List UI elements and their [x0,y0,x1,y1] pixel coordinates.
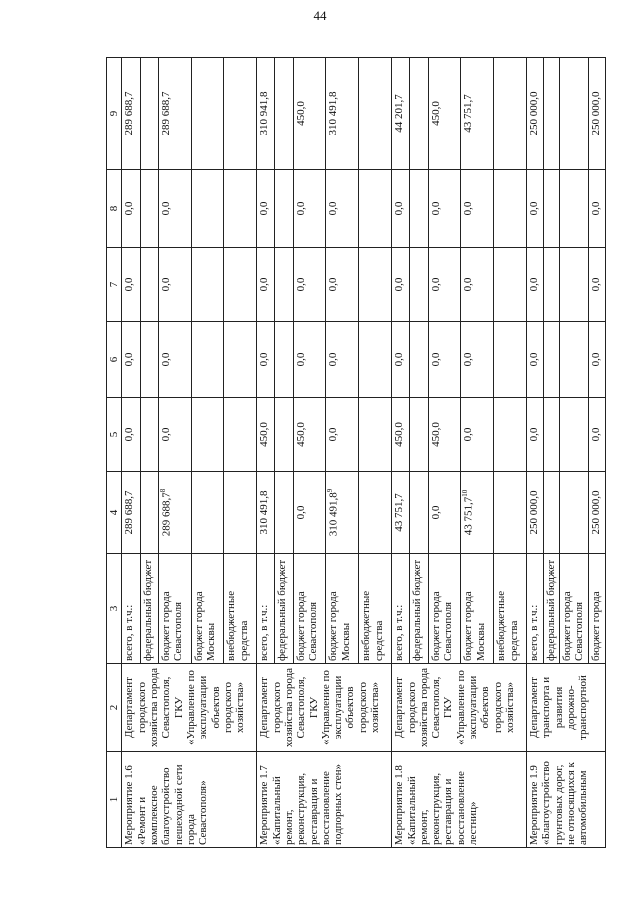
amount-c4 [428,472,461,554]
amount-value: 0,0 [123,427,136,442]
amount-c4 [326,472,359,554]
footnote-mark: 9 [326,488,335,493]
measure-name: Мероприятие 1.6 «Ремонт и комплексное благоустройство пешеходной сети города Севастополя» [122,752,257,848]
amount-value: 450,0 [429,101,442,126]
amount-value: 0,0 [429,505,442,520]
column-number-3: 3 [107,554,122,664]
amount-c5 [224,398,257,472]
amount-c8 [326,170,359,248]
amount-c7 [589,248,606,322]
amount-c5 [275,398,293,472]
amount-c8 [589,170,606,248]
amount-c7 [543,248,559,322]
amount-c9 [224,58,257,170]
amount-c7 [494,248,527,322]
amount-value: 0,0 [327,201,340,216]
rotated-table-container [106,58,606,848]
amount-c8 [559,170,589,248]
footnote-mark: 10 [461,489,470,497]
amount-c4 [589,472,606,554]
amount-c5 [359,398,392,472]
amount-value: 0,0 [393,352,406,367]
measure-name: Мероприятие 1.8 «Капитальный ремонт, реконструкция, реставрация и восстановление лестниц» [392,752,527,848]
amount-value: 0,0 [258,352,271,367]
column-number-6: 6 [107,322,122,398]
amount-c9 [158,58,191,170]
amount-value: 450,0 [258,422,271,447]
funding-source: всего, в т.ч.: [527,554,543,664]
amount-value: 0,0 [159,427,172,442]
amount-c6 [224,322,257,398]
amount-c8 [275,170,293,248]
amount-c8 [293,170,326,248]
amount-c9 [494,58,527,170]
amount-c7 [326,248,359,322]
amount-value: 0,0 [159,277,172,292]
amount-c8 [359,170,392,248]
amount-c9 [326,58,359,170]
amount-value: 43 751,7 [393,493,406,532]
amount-c6 [589,322,606,398]
table-row [527,58,543,848]
amount-c8 [158,170,191,248]
executor-name: Департамент городского хозяйства города Севастополя, ГКУ «Управление по эксплуатации объектов городского хозяйства» [392,664,527,752]
amount-value: 0,0 [393,277,406,292]
amount-c5 [293,398,326,472]
amount-c4 [392,472,410,554]
funding-source: бюджет города Севастополя [559,554,589,664]
amount-c5 [410,398,428,472]
amount-c4 [359,472,392,554]
measure-name: Мероприятие 1.9 «Благоустройство грунтовых дорог, не относящихся к автомобильным [527,752,606,848]
amount-value: 310 941,8 [258,91,271,136]
amount-value: 0,0 [327,427,340,442]
amount-c6 [543,322,559,398]
amount-c9 [392,58,410,170]
table-row [122,58,140,848]
amount-c7 [293,248,326,322]
amount-c7 [359,248,392,322]
amount-value: 450,0 [294,422,307,447]
amount-value: 0,0 [258,277,271,292]
funding-source: бюджет города Москвы [191,554,224,664]
amount-c6 [326,322,359,398]
amount-c9 [543,58,559,170]
funding-source: бюджет города Москвы [461,554,494,664]
amount-value: 0,0 [327,352,340,367]
amount-c7 [122,248,140,322]
amount-value: 0,0 [528,427,541,442]
amount-c6 [275,322,293,398]
amount-c8 [527,170,543,248]
amount-c9 [359,58,392,170]
amount-c7 [527,248,543,322]
funding-source: всего, в т.ч.: [392,554,410,664]
amount-value: 0,0 [123,352,136,367]
funding-source: всего, в т.ч.: [122,554,140,664]
amount-value: 0,0 [123,277,136,292]
amount-c7 [428,248,461,322]
amount-c6 [410,322,428,398]
amount-c8 [122,170,140,248]
amount-c5 [589,398,606,472]
funding-source: федеральный бюджет [543,554,559,664]
amount-value: 0,0 [528,352,541,367]
amount-value: 0,0 [327,277,340,292]
amount-c4 [158,472,191,554]
amount-c8 [543,170,559,248]
footnote-mark: 8 [158,488,167,493]
funding-source: бюджет города Севастополя [428,554,461,664]
amount-value: 0,0 [294,505,307,520]
amount-value: 0,0 [258,201,271,216]
amount-c6 [559,322,589,398]
column-number-5: 5 [107,398,122,472]
amount-c7 [224,248,257,322]
amount-c5 [461,398,494,472]
amount-c7 [158,248,191,322]
amount-c9 [275,58,293,170]
amount-c9 [589,58,606,170]
amount-c7 [559,248,589,322]
amount-value: 0,0 [429,277,442,292]
measure-name: Мероприятие 1.7 «Капитальный ремонт, реконструкция, реставрация и восстановление подпорных стен» [257,752,392,848]
funding-source: бюджет города Севастополя [158,554,191,664]
amount-value: 450,0 [429,422,442,447]
amount-c5 [494,398,527,472]
amount-c6 [527,322,543,398]
amount-c4 [461,472,494,554]
amount-c4 [293,472,326,554]
amount-c9 [461,58,494,170]
amount-c4 [140,472,158,554]
amount-c5 [122,398,140,472]
amount-value: 310 491,8 [328,492,341,537]
amount-value: 0,0 [590,427,603,442]
amount-value: 0,0 [462,427,475,442]
funding-source: бюджет города [589,554,606,664]
amount-c6 [122,322,140,398]
amount-c7 [461,248,494,322]
column-number-4: 4 [107,472,122,554]
amount-c4 [224,472,257,554]
amount-c6 [392,322,410,398]
amount-value: 0,0 [590,277,603,292]
amount-c8 [224,170,257,248]
table-row [257,58,275,848]
amount-c4 [122,472,140,554]
amount-value: 0,0 [528,201,541,216]
column-number-9: 9 [107,58,122,170]
amount-c6 [494,322,527,398]
amount-c4 [559,472,589,554]
funding-source: федеральный бюджет [410,554,428,664]
amount-c8 [392,170,410,248]
amount-c9 [410,58,428,170]
funding-source: бюджет города Севастополя [293,554,326,664]
amount-value: 250 000,0 [528,91,541,136]
amount-value: 0,0 [159,352,172,367]
amount-c5 [428,398,461,472]
executor-name: Департамент городского хозяйства города Севастополя, ГКУ «Управление по эксплуатации объектов городского хозяйства» [122,664,257,752]
amount-c9 [428,58,461,170]
page-number: 44 [313,8,327,23]
funding-source: внебюджетные средства [494,554,527,664]
amount-c4 [275,472,293,554]
amount-c7 [140,248,158,322]
column-number-2: 2 [107,664,122,752]
amount-c7 [275,248,293,322]
amount-c6 [140,322,158,398]
amount-c6 [191,322,224,398]
amount-value: 0,0 [393,201,406,216]
amount-c5 [140,398,158,472]
funding-source: всего, в т.ч.: [257,554,275,664]
amount-c8 [410,170,428,248]
funding-source: внебюджетные средства [359,554,392,664]
budget-table [106,57,606,848]
amount-value: 450,0 [393,422,406,447]
amount-value: 0,0 [294,201,307,216]
amount-c7 [410,248,428,322]
amount-c6 [359,322,392,398]
amount-c8 [494,170,527,248]
executor-name: Департамент транспорта и развития дорожно-транспортной [527,664,606,752]
amount-c7 [392,248,410,322]
amount-c5 [158,398,191,472]
amount-c8 [257,170,275,248]
amount-c9 [559,58,589,170]
amount-value: 0,0 [123,201,136,216]
column-number-row [107,58,122,848]
amount-c4 [257,472,275,554]
amount-value: 0,0 [294,352,307,367]
amount-value: 43 751,7 [462,94,475,133]
column-number-1: 1 [107,752,122,848]
amount-c5 [191,398,224,472]
amount-c5 [257,398,275,472]
amount-c4 [191,472,224,554]
executor-name: Департамент городского хозяйства города Севастополя, ГКУ «Управление по эксплуатации объектов городского хозяйства» [257,664,392,752]
amount-value: 450,0 [294,101,307,126]
amount-c7 [257,248,275,322]
amount-c6 [257,322,275,398]
amount-value: 0,0 [159,201,172,216]
amount-c8 [461,170,494,248]
amount-c5 [392,398,410,472]
amount-value: 0,0 [462,352,475,367]
amount-c6 [461,322,494,398]
amount-value: 310 491,8 [327,91,340,136]
amount-c9 [257,58,275,170]
funding-source: внебюджетные средства [224,554,257,664]
amount-value: 289 688,7 [159,91,172,136]
amount-c6 [158,322,191,398]
amount-c8 [428,170,461,248]
amount-c9 [140,58,158,170]
table-row [392,58,410,848]
column-number-7: 7 [107,248,122,322]
amount-value: 43 751,7 [463,496,476,536]
amount-value: 289 688,7 [123,91,136,136]
amount-c5 [559,398,589,472]
amount-value: 0,0 [429,201,442,216]
amount-value: 0,0 [294,277,307,292]
funding-source: бюджет города Москвы [326,554,359,664]
amount-value: 250 000,0 [590,490,603,535]
amount-value: 289 688,7 [160,492,173,537]
amount-c5 [527,398,543,472]
amount-c6 [428,322,461,398]
amount-value: 250 000,0 [528,490,541,535]
amount-c9 [293,58,326,170]
amount-value: 0,0 [462,201,475,216]
amount-c5 [326,398,359,472]
amount-c4 [543,472,559,554]
amount-value: 310 491,8 [258,490,271,535]
funding-source: федеральный бюджет [140,554,158,664]
amount-c4 [410,472,428,554]
amount-value: 0,0 [590,201,603,216]
column-number-8: 8 [107,170,122,248]
amount-c7 [191,248,224,322]
amount-value: 0,0 [590,352,603,367]
amount-c9 [122,58,140,170]
amount-value: 289 688,7 [123,490,136,535]
amount-value: 0,0 [462,277,475,292]
table-body [107,58,606,848]
amount-c4 [494,472,527,554]
amount-c6 [293,322,326,398]
amount-c5 [543,398,559,472]
amount-c8 [191,170,224,248]
amount-value: 250 000,0 [590,91,603,136]
amount-c9 [191,58,224,170]
amount-c9 [527,58,543,170]
amount-value: 0,0 [528,277,541,292]
amount-value: 44 201,7 [393,94,406,133]
amount-c8 [140,170,158,248]
amount-value: 0,0 [429,352,442,367]
funding-source: федеральный бюджет [275,554,293,664]
amount-c4 [527,472,543,554]
